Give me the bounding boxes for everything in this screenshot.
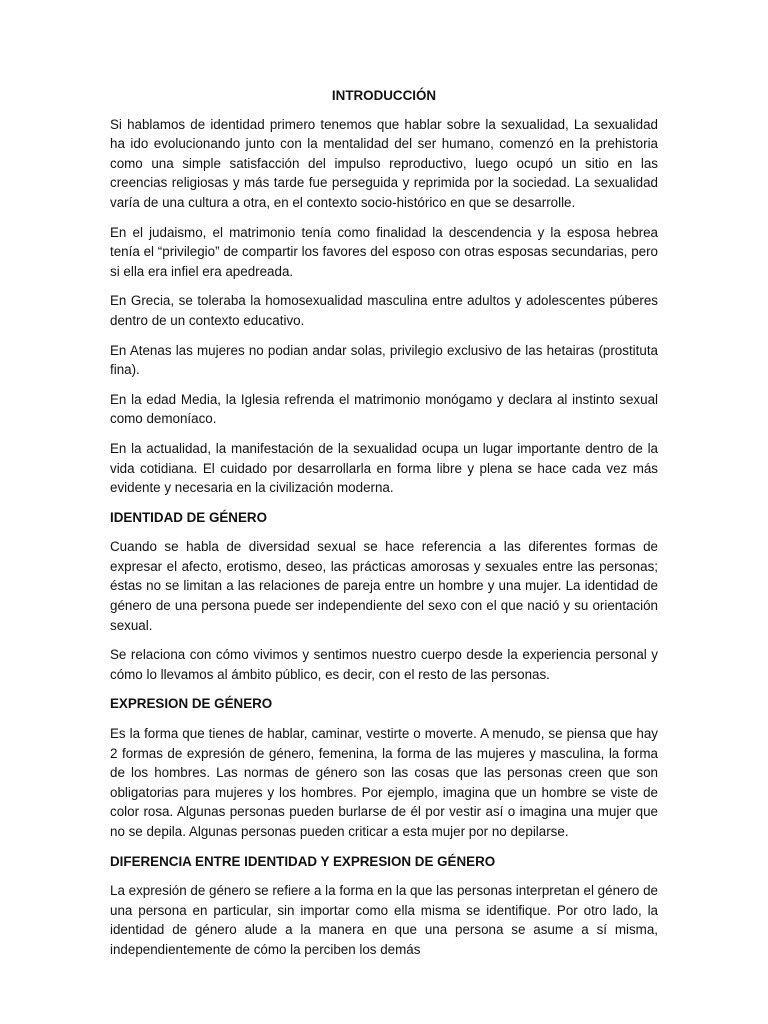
expresion-paragraph-1: Es la forma que tienes de hablar, caminar, vestirte o moverte. A menudo, se piensa que hay 2 formas de expresión de género, femenina, la forma de las mujeres y masculina, la forma de los hombres. Las normas de género son las cosas que las personas creen que son obligatorias para mujeres y los hombres. Por ejemplo, imagina que un hombre se viste de color rosa. Algunas personas pueden burlarse de él por vestir así o imagina una mujer que no se depila. Algunas personas pueden criticar a esta mujer por no depilarse. bbox=[110, 726, 658, 839]
section-heading-expresion: EXPRESION DE GÉNERO bbox=[110, 696, 273, 712]
diferencia-paragraph-1: La expresión de género se refiere a la forma en la que las personas interpretan el género de una persona en particular, sin importar como ella misma se identifique. Por otro lado, la identidad de género alude a la manera en que una persona se asume a sí misma, independientemente de cómo la perciben los demás bbox=[110, 883, 658, 957]
identidad-paragraph-2: Se relaciona con cómo vivimos y sentimos nuestro cuerpo desde la experiencia personal y cómo lo llevamos al ámbito público, es decir, con el resto de las personas. bbox=[110, 647, 658, 682]
document-page bbox=[110, 86, 658, 970]
intro-paragraph-6: En la actualidad, la manifestación de la sexualidad ocupa un lugar importante dentro de la vida cotidiana. El cuidado por desarrollarla en forma libre y plena se hace cada vez más evidente y necesaria en la civilización moderna. bbox=[110, 440, 658, 496]
intro-paragraph-1: Si hablamos de identidad primero tenemos que hablar sobre la sexualidad, La sexualidad ha ido evolucionando junto con la mentalidad del ser humano, comenzó en la prehistoria como una simple satisfacción del impulso reproductivo, luego ocupó un sitio en las creencias religiosas y más tarde fue perseguida y reprimida por la sociedad. La sexualidad varía de una cultura a otra, en el contexto socio-histórico en que se desarrolle. bbox=[110, 116, 658, 210]
section-heading-identidad: IDENTIDAD DE GÉNERO bbox=[110, 509, 267, 525]
identidad-paragraph-1: Cuando se habla de diversidad sexual se hace referencia a las diferentes formas de expresar el afecto, erotismo, deseo, las prácticas amorosas y sexuales entre las personas; éstas no se limitan a las relaciones de pareja entre un hombre y una mujer. La identidad de género de una persona puede ser independiente del sexo con el que nació y su orientación sexual. bbox=[110, 539, 658, 633]
intro-paragraph-4: En Atenas las mujeres no podian andar solas, privilegio exclusivo de las hetairas (prostituta fina). bbox=[110, 342, 658, 378]
document-title: INTRODUCCIÓN bbox=[331, 88, 437, 103]
intro-paragraph-2: En el judaismo, el matrimonio tenía como finalidad la descendencia y la esposa hebrea tenía el “privilegio” de compartir los favores del esposo con otras esposas secundarias, pero si ella era infiel era apedreada. bbox=[110, 224, 658, 279]
intro-paragraph-3: En Grecia, se toleraba la homosexualidad masculina entre adultos y adolescentes púberes dentro de un contexto educativo. bbox=[110, 293, 658, 328]
section-heading-diferencia: DIFERENCIA ENTRE IDENTIDAD Y EXPRESION DE GÉNERO bbox=[110, 853, 496, 869]
intro-paragraph-5: En la edad Media, la Iglesia refrenda el matrimonio monógamo y declara al instinto sexual como demoníaco. bbox=[110, 391, 658, 427]
